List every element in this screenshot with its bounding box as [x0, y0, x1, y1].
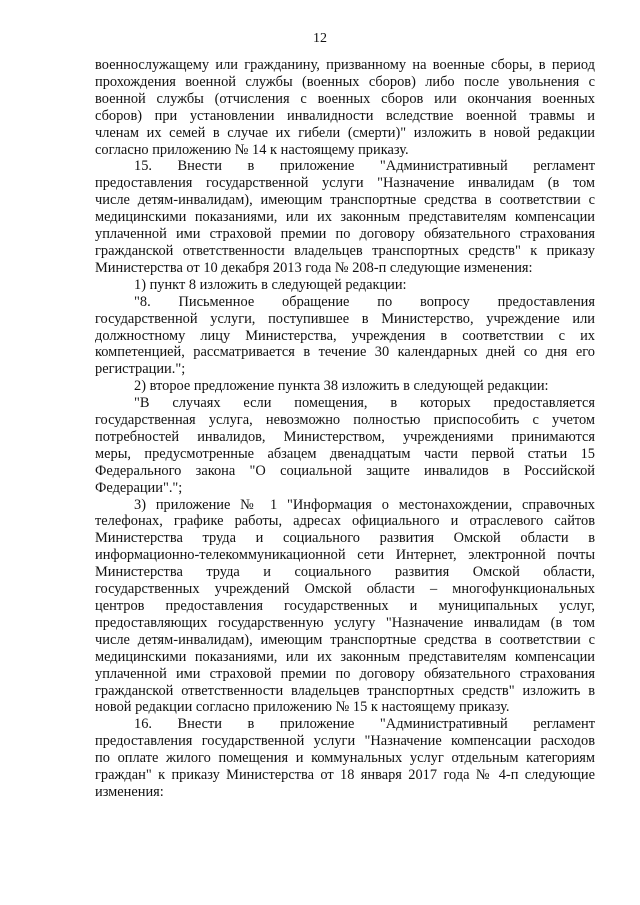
text-line: военнослужащему или гражданину, призванному на военные сборы, в период	[95, 57, 595, 73]
text-line: гражданской ответственности владельцев транспортных средств" к приказу	[95, 242, 595, 259]
text-line: 1) пункт 8 изложить в следующей редакции:	[134, 276, 407, 293]
text-line: центров предоставления государственных и муниципальных услуг,	[95, 598, 595, 614]
text-line: согласно приложению № 14 к настоящему приказу.	[95, 141, 409, 158]
text-line: информационно-телекоммуникационной сети Интернет, электронной почты	[95, 547, 595, 564]
text-line: уплаченной ими страховой премии по договору обязательного страхования	[95, 665, 595, 682]
text-line: предоставления государственной услуги "Назначение компенсации расходов	[95, 733, 595, 750]
text-line: регистрации.";	[95, 361, 186, 378]
text-line: Министерства труда и социального развития Омской области в	[95, 530, 595, 547]
text-line: 16. Внести в приложение "Административный регламент	[134, 716, 595, 733]
text-line: предоставления государственной услуги "Назначение инвалидам (в том	[95, 175, 595, 192]
text-line: граждан" к приказу Министерства от 18 января 2017 года № 4-п следующие	[95, 767, 595, 784]
text-line: числе детям-инвалидам), имеющим транспортные средства в соответствии с	[95, 192, 595, 209]
text-line: Министерства от 10 декабря 2013 года № 208-п следующие изменения:	[95, 259, 533, 276]
text-line: государственной услуги, поступившее в Министерство, учреждение или	[95, 310, 595, 327]
page-number: 12	[313, 31, 327, 46]
text-line: Федерации".";	[95, 479, 183, 496]
text-line: государственных учреждений Омской области – многофункциональных	[95, 581, 595, 598]
text-line: 2) второе предложение пункта 38 изложить в следующей редакции:	[134, 378, 549, 395]
text-line: потребностей инвалидов, Министерством, учреждениями принимаются	[95, 428, 595, 445]
text-line: по оплате жилого помещения и коммунальных услуг отдельным категориям	[95, 750, 595, 767]
text-line: военной службы (отчисления с военных сборов или окончания военных	[95, 90, 595, 107]
document-body	[95, 57, 595, 801]
text-line: "8. Письменное обращение по вопросу предоставления	[134, 293, 595, 310]
text-line: прохождения военной службы (военных сборов) либо после увольнения с	[95, 73, 595, 90]
text-line: уплаченной ими страховой премии по договору обязательного страхования	[95, 226, 595, 243]
text-line: 15. Внести в приложение "Административный регламент	[134, 158, 595, 175]
text-line: новой редакции согласно приложению № 15 к настоящему приказу.	[95, 699, 510, 716]
text-line: должностному лицу Министерства, учреждения в соответствии с их	[95, 327, 595, 344]
text-line: членам их семей в случае их гибели (смерти)" изложить в новой редакции	[95, 124, 595, 141]
text-line: телефонах, графике работы, адресах официального и отраслевого сайтов	[95, 513, 595, 530]
text-line: медицинскими показаниями, или их законным представителям компенсации	[95, 209, 595, 226]
text-line: предоставляющих государственную услугу "Назначение инвалидам (в том	[95, 614, 595, 631]
text-line: компетенцией, рассматривается в течение 30 календарных дней со дня его	[95, 344, 595, 361]
text-line: числе детям-инвалидам), имеющим транспортные средства в соответствии с	[95, 631, 595, 648]
text-line: государственная услуга, невозможно полностью приспособить с учетом	[95, 412, 595, 429]
text-line: Федерального закона "О социальной защите инвалидов в Российской	[95, 462, 595, 479]
text-line: "В случаях если помещения, в которых предоставляется	[134, 395, 595, 412]
text-line: Министерства труда и социального развития Омской области,	[95, 564, 595, 581]
text-line: изменения:	[95, 783, 164, 800]
text-line: гражданской ответственности владельцев транспортных средств" изложить в	[95, 682, 595, 699]
text-line: медицинскими показаниями, или их законным представителям компенсации	[95, 648, 595, 665]
text-line: меры, предусмотренные абзацем двенадцатым части первой статьи 15	[95, 445, 595, 462]
text-line: сборов) при установлении инвалидности вследствие военной травмы и	[95, 107, 595, 124]
text-line: 3) приложение № 1 "Информация о местонахождении, справочных	[134, 496, 595, 513]
